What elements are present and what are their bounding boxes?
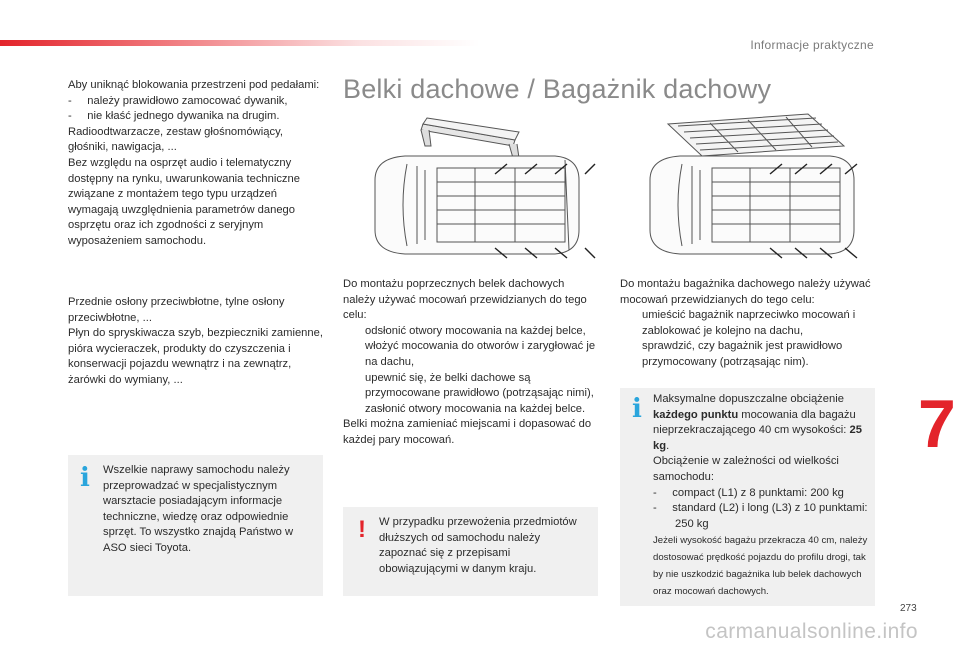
- list-item: upewnić się, że belki dachowe są przymocowane prawidłowo (potrząsając nimi),: [365, 371, 594, 400]
- warning-box: [343, 507, 598, 596]
- roof-bars-intro: Do montażu poprzecznych belek dachowych należy używać mocowań przewidzianych do tego celu:: [343, 278, 587, 322]
- consumables-text: Płyn do spryskiwacza szyb, bezpieczniki zamienne, pióra wycieraczek, produkty do czyszczenia i konserwacji pojazdu wewnątrz i na zewnątrz, żarówki do wymiany, ...: [68, 327, 323, 386]
- audio-paragraph: Bez względu na osprzęt audio i telematyczny dostępny na rynku, uwarunkowania techniczne związane z montażem tego typu urządzeń wymagają uwzględnienia parametrów danego osprzętu oraz ich zgodności z seryjnym wyposażeniem samochodu.: [68, 156, 300, 247]
- header-accent-bar: [0, 40, 480, 46]
- list-item: umieścić bagażnik naprzeciwko mocowań i zablokować je kolejno na dachu,: [642, 309, 856, 337]
- roof-bars-illustration: [365, 110, 597, 270]
- watermark: carmanualsonline.info: [705, 620, 918, 643]
- warning-icon: !: [358, 516, 366, 543]
- section-title: Informacje praktyczne: [750, 38, 874, 52]
- list-item: - compact (L1) z 8 punktami: 200 kg: [653, 486, 844, 499]
- right-column: [620, 277, 880, 371]
- page-title: Belki dachowe / Bagażnik dachowy: [343, 74, 772, 104]
- info-icon: i: [80, 463, 90, 493]
- page-number: 273: [900, 603, 917, 614]
- list-item: zasłonić otwory mocowania na każdej belce.: [365, 402, 586, 415]
- left-column-2: [68, 295, 324, 389]
- info-box-text: Maksymalne dopuszczalne obciążenie każdego punktu mocowania dla bagażu nieprzekraczającego 40 cm wysokości: 25 kg. Obciążenie w zależności od wielkości samochodu: - compact (L1) z 8 punktami: 200 kg - standard (L2) i long (L3) z 10 punktami: 250 kg Jeżeli wysokość bagażu przekracza 40 cm, należy dostosować prędkość pojazdu do profilu drogi, tak by nie uszkodzić bagażnika lub belek dachowych oraz mocowań dachowych.: [653, 392, 868, 600]
- chapter-number: 7: [918, 386, 956, 462]
- info-icon: i: [632, 394, 642, 424]
- list-item: - nie kłaść jednego dywanika na drugim.: [68, 110, 280, 123]
- roof-rack-illustration: [640, 110, 872, 270]
- list-item: włożyć mocowania do otworów i zarygłować je na dachu,: [365, 340, 596, 368]
- warning-text: W przypadku przewożenia przedmiotów dłuższych od samochodu należy zapoznać się z przepisami obowiązującymi w danym kraju.: [379, 516, 577, 575]
- info-box-text: Wszelkie naprawy samochodu należy przeprowadzać w specjalistycznym warsztacie posiadającym informacje techniczne, wiedzę oraz odpowiednie sprzęt. To wszystko znajdą Państwo w ASO sieci Toyota.: [103, 464, 294, 554]
- info-small-print: Jeżeli wysokość bagażu przekracza 40 cm, należy dostosować prędkość pojazdu do profilu drogi, tak by nie uszkodzić bagażnika lub belek dachowych oraz mocowań dachowych.: [653, 535, 868, 598]
- floor-mat-intro: Aby uniknąć blokowania przestrzeni pod pedałami:: [68, 79, 320, 91]
- info-box-loads: [620, 388, 875, 606]
- list-item: odsłonić otwory mocowania na każdej belce,: [365, 324, 586, 337]
- list-item: - należy prawidłowo zamocować dywanik,: [68, 94, 288, 107]
- roof-rack-intro: Do montażu bagażnika dachowego należy używać mocowań przewidzianych do tego celu:: [620, 278, 871, 306]
- roof-bars-note: Belki można zamieniać miejscami i dopasować do każdej pary mocowań.: [343, 418, 592, 446]
- info-box-repairs: [68, 455, 323, 596]
- list-item: sprawdzić, czy bagażnik jest prawidłowo przymocowany (potrząsając nim).: [642, 340, 843, 368]
- middle-column: [343, 277, 599, 449]
- mudflaps-text: Przednie osłony przeciwbłotne, tylne osłony przeciwbłotne, ...: [68, 296, 285, 324]
- left-column: [68, 78, 324, 250]
- list-item: - standard (L2) i long (L3) z 10 punktami: 250 kg: [653, 502, 868, 530]
- audio-heading: Radioodtwarzacze, zestaw głośnomówiący, głośniki, nawigacja, ...: [68, 125, 283, 154]
